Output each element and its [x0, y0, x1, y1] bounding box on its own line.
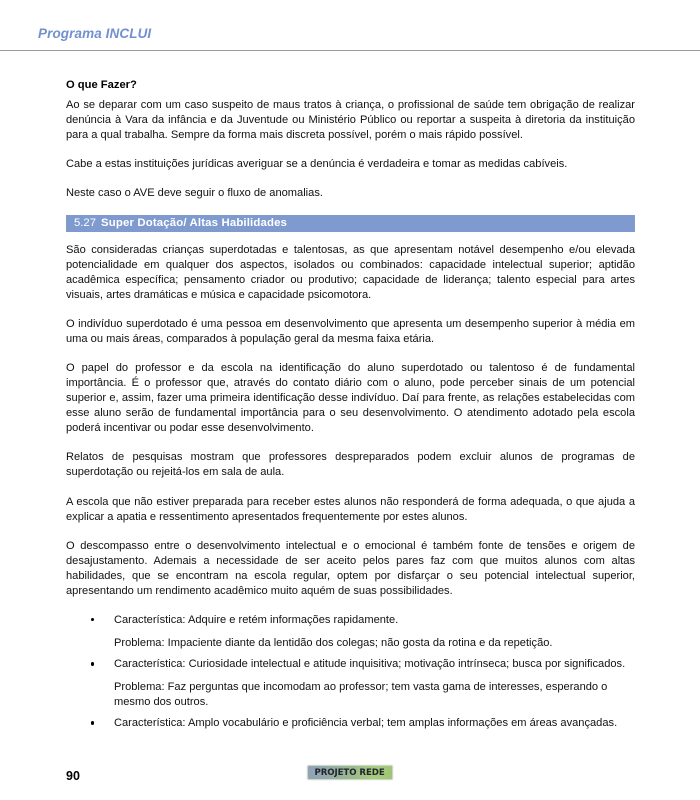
section-number: 5.27 — [74, 217, 96, 229]
projeto-rede-logo — [307, 765, 393, 780]
paragraph-1: Ao se deparar com um caso suspeito de maus tratos à criança, o profissional de saúde tem obrigação de realizar denúncia à Vara da infância e da Juventude ou Ministério Público ou reportar a suspeita à diretoria da instituição para a qual trabalha. Sempre da forma mais discreta possível, porém o mais rápido possível. — [66, 99, 635, 142]
section-title: Super Dotação/ Altas Habilidades — [101, 217, 288, 229]
logo-label: PROJETO REDE — [314, 767, 386, 778]
problem-text: Problema: Faz perguntas que incomodam ao professor; tem vasta gama de interesses, esperando o mesmo dos outros. — [114, 681, 608, 709]
characteristic-text: Característica: Amplo vocabulário e proficiência verbal; tem amplas informações em áreas avançadas. — [114, 717, 618, 730]
list-item — [66, 657, 635, 710]
bullet-dot-icon — [91, 618, 94, 621]
bullet-dot-icon — [91, 662, 94, 665]
characteristic-text: Característica: Adquire e retém informações rapidamente. — [114, 613, 399, 626]
paragraph-4: São consideradas crianças superdotadas e talentosas, as que apresentam notável desempenho e/ou elevada potencialidade em qualquer dos aspectos, isolados ou combinados: capacidade intelectual superior; aptidão acadêmica específica; pensamento criador ou produtivo; capacidade de liderança; talento especial para artes visuais, artes dramáticas e música e capacidade psicomotora. — [66, 243, 635, 301]
paragraph-8: A escola que não estiver preparada para receber estes alunos não responderá de forma adequada, o que ajuda a explicar a apatia e ressentimento apresentados frequentemente por estes alunos. — [66, 495, 635, 523]
page-header — [0, 0, 700, 58]
header-program-title: Programa INCLUI — [38, 26, 152, 41]
characteristic-text: Característica: Curiosidade intelectual e atitude inquisitiva; motivação intrínseca; busca por significados. — [114, 658, 626, 671]
list-item — [66, 613, 635, 651]
paragraph-7: Relatos de pesquisas mostram que professores despreparados podem excluir alunos de programas de superdotação ou rejeitá-los em sala de aula. — [66, 451, 635, 479]
page-content — [66, 78, 635, 737]
paragraph-9: O descompasso entre o desenvolvimento intelectual e o emocional é também fonte de tensões e origem de desajustamento. Ademais a necessidade de ser aceito pelos pares faz com que muitos alunos com altas habilidades, que se encontram na escola regular, optem por disfarçar o seu potencial intelectual superior, apresentando um rendimento acadêmico muito aquém de suas possibilidades. — [66, 539, 635, 597]
page-number: 90 — [66, 769, 80, 783]
header-divider — [0, 50, 700, 51]
paragraph-3: Neste caso o AVE deve seguir o fluxo de anomalias. — [66, 187, 323, 200]
list-item — [66, 716, 635, 731]
paragraph-2: Cabe a estas instituições jurídicas averiguar se a denúncia é verdadeira e tomar as medidas cabíveis. — [66, 158, 568, 171]
subheading-o-que-fazer: O que Fazer? — [66, 79, 137, 91]
section-heading-bar — [66, 215, 635, 232]
page-footer — [0, 755, 700, 800]
characteristics-list — [66, 613, 635, 731]
paragraph-5: O indivíduo superdotado é uma pessoa em desenvolvimento que apresenta um desempenho superior à média em uma ou mais áreas, comparados à população geral da mesma faixa etária. — [66, 317, 635, 345]
bullet-dot-icon — [91, 721, 94, 724]
problem-text: Problema: Impaciente diante da lentidão dos colegas; não gosta da rotina e da repetição. — [114, 637, 553, 650]
paragraph-6: O papel do professor e da escola na identificação do aluno superdotado ou talentoso é de fundamental importância. É o professor que, através do contato diário com o aluno, pode perceber sinais de um potencial superior e, assim, fazer uma primeira identificação desse indivíduo. Daí para frente, as relações estabelecidas com esse aluno serão de fundamental importância para o seu desenvolvimento. O atendimento adotado pela escola poderá incentivar ou podar esse desenvolvimento. — [66, 361, 635, 435]
